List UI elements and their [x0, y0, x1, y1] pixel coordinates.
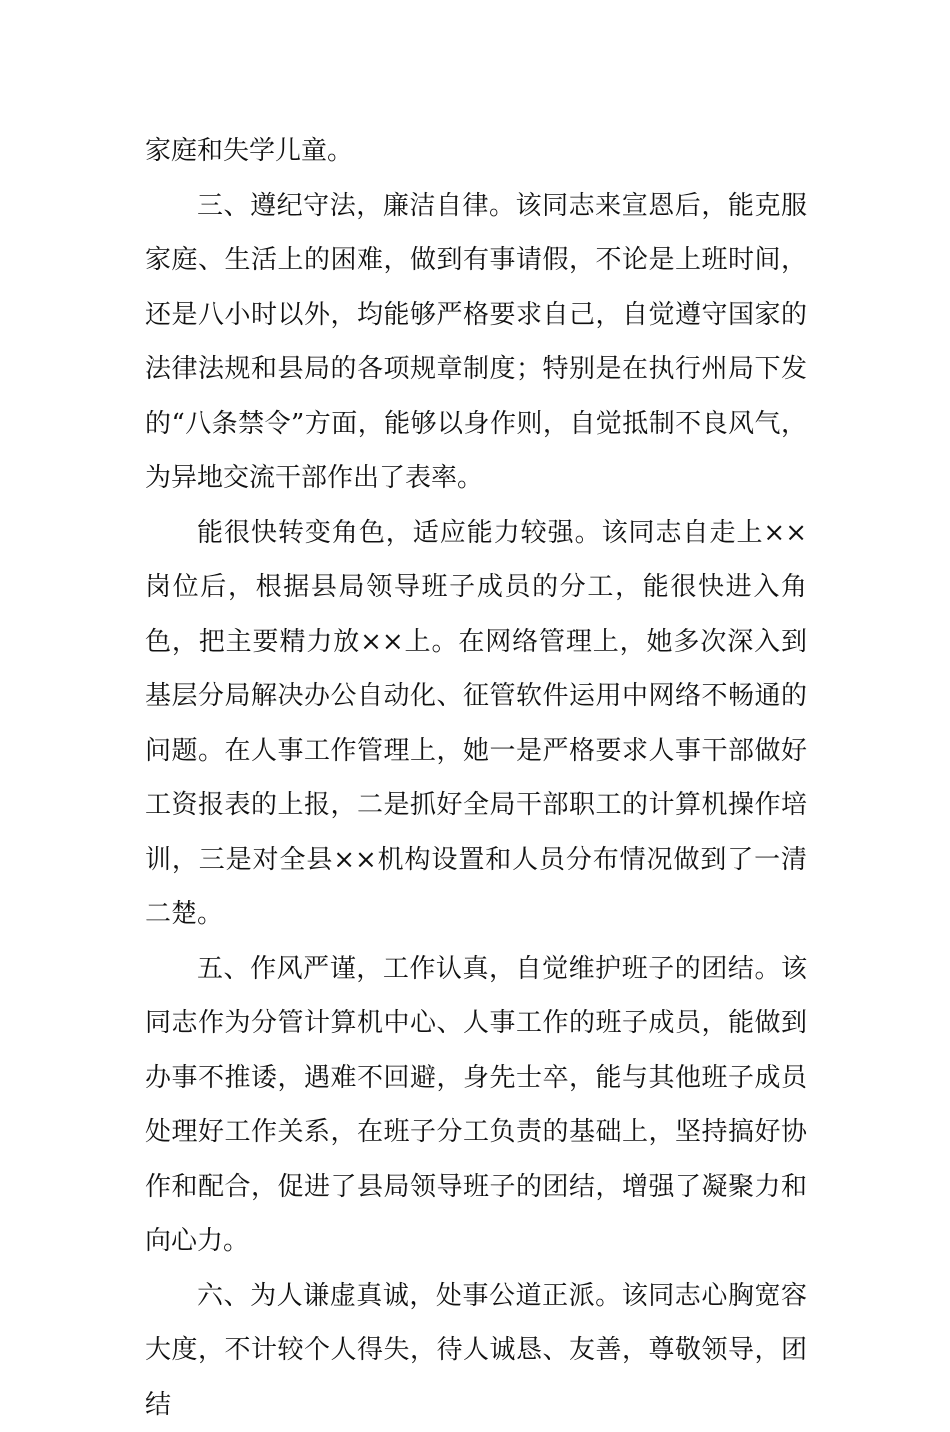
- document-body: [145, 124, 807, 1432]
- paragraph-section-three: 三、遵纪守法，廉洁自律。该同志来宣恩后，能克服家庭、生活上的困难，做到有事请假，不论是上班时间，还是八小时以外，均能够严格要求自己，自觉遵守国家的法律法规和县局的各项规章制度；特别是在执行州局下发的“八条禁令”方面，能够以身作则，自觉抵制不良风气，为异地交流干部作出了表率。: [145, 179, 807, 506]
- paragraph-section-six: 六、为人谦虚真诚，处事公道正派。该同志心胸宽容大度，不计较个人得失，待人诚恳、友善，尊敬领导，团结: [145, 1269, 807, 1432]
- paragraph-continued: 家庭和失学儿童。: [145, 124, 807, 179]
- paragraph-role-adaptation: 能很快转变角色，适应能力较强。该同志自走上××岗位后，根据县局领导班子成员的分工，能很快进入角色，把主要精力放××上。在网络管理上，她多次深入到基层分局解决办公自动化、征管软件运用中网络不畅通的问题。在人事工作管理上，她一是严格要求人事干部做好工资报表的上报，二是抓好全局干部职工的计算机操作培训，三是对全县××机构设置和人员分布情况做到了一清二楚。: [145, 506, 807, 942]
- paragraph-section-five: 五、作风严谨，工作认真，自觉维护班子的团结。该同志作为分管计算机中心、人事工作的班子成员，能做到办事不推诿，遇难不回避，身先士卒，能与其他班子成员处理好工作关系，在班子分工负责的基础上，坚持搞好协作和配合，促进了县局领导班子的团结，增强了凝聚力和向心力。: [145, 942, 807, 1269]
